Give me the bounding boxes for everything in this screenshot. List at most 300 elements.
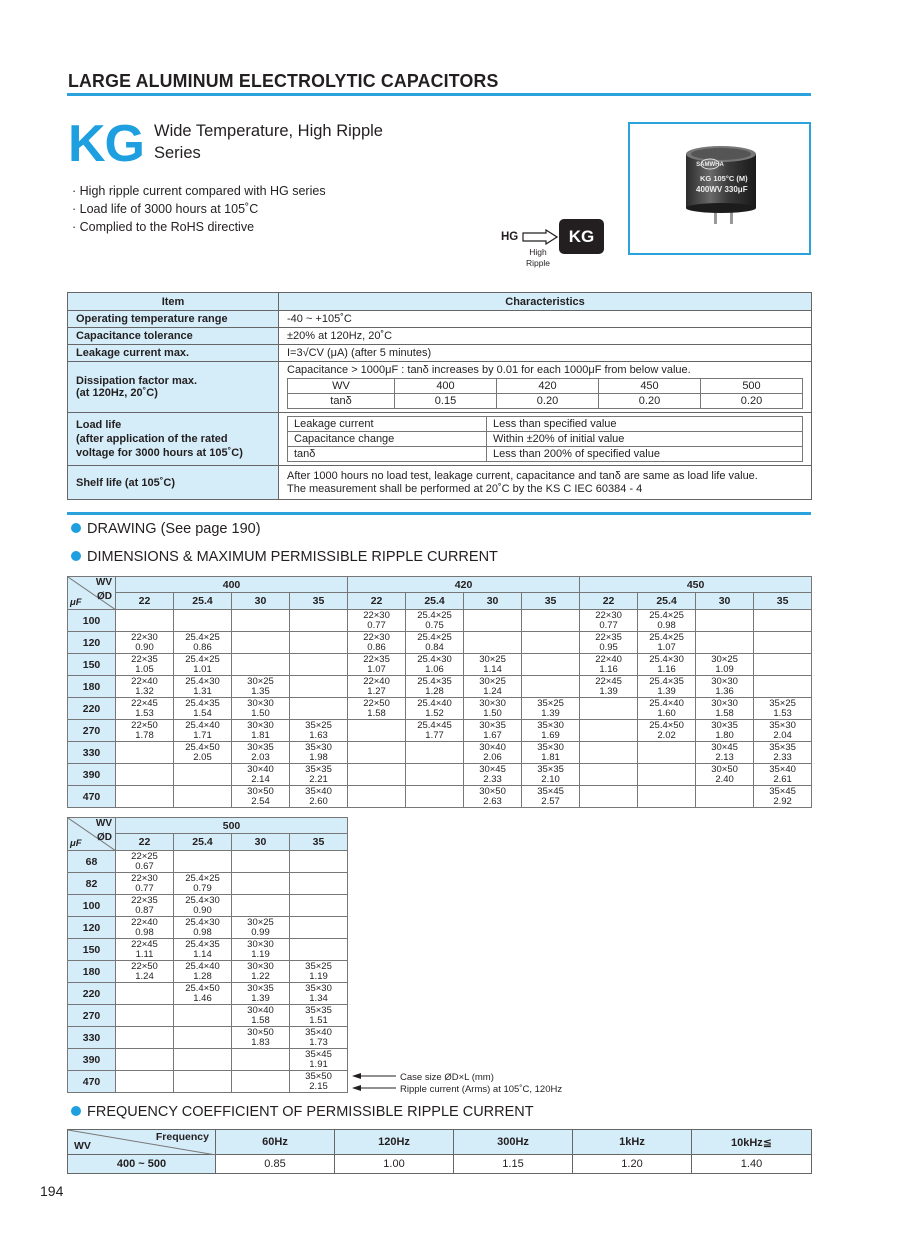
- dissipation-table: [287, 378, 803, 409]
- ripple-current: 1.24: [483, 685, 502, 697]
- dimension-cell: [116, 742, 174, 764]
- dimension-cell: [174, 698, 232, 720]
- wv-axis-label: WV: [95, 818, 112, 829]
- hg-label: HG: [501, 231, 519, 243]
- capacitance-cell: 220: [68, 698, 116, 720]
- dimension-cell: [174, 632, 232, 654]
- dimension-cell: [638, 698, 696, 720]
- ripple-current: 1.11: [135, 948, 154, 960]
- case-size: 25.4×25: [185, 632, 220, 643]
- ripple-current: 1.36: [715, 685, 734, 697]
- row-label: Leakage current max.: [68, 345, 279, 362]
- brand-text: SAMWHA: [696, 162, 724, 168]
- frequency-header: 300Hz: [454, 1130, 573, 1155]
- dimension-cell: [116, 917, 174, 939]
- case-size: 25.4×30: [185, 895, 220, 906]
- row-label: [68, 362, 279, 413]
- capacitance-cell: 100: [68, 895, 116, 917]
- diameter-header: 35: [754, 593, 812, 610]
- case-size: 35×25: [305, 720, 332, 731]
- case-size: 35×35: [305, 764, 332, 775]
- dimension-cell: [174, 1005, 232, 1027]
- dimension-cell: [116, 1027, 174, 1049]
- ripple-current: 2.13: [715, 751, 734, 763]
- case-size: 22×40: [363, 676, 390, 687]
- dimension-cell: [116, 764, 174, 786]
- frequency-header: 1kHz: [573, 1130, 692, 1155]
- dimension-cell: [116, 851, 174, 873]
- ripple-current: 1.81: [251, 729, 270, 741]
- capacitance-cell: 330: [68, 742, 116, 764]
- ripple-current: 1.19: [309, 970, 328, 982]
- case-size: 25.4×25: [417, 632, 452, 643]
- case-size: 25.4×35: [417, 676, 452, 687]
- ripple-current: 1.14: [483, 663, 502, 675]
- dimension-cell: [174, 1049, 232, 1071]
- ripple-current: 2.04: [773, 729, 792, 741]
- ripple-current: 0.95: [599, 641, 618, 653]
- table-row: [68, 873, 348, 895]
- table-row: [68, 742, 812, 764]
- dimension-cell: [406, 764, 464, 786]
- col-header-item: Item: [68, 293, 279, 311]
- coefficient-value: 1.20: [573, 1155, 692, 1174]
- caption-line2: Ripple: [525, 257, 551, 268]
- dimension-cell: [174, 895, 232, 917]
- dimension-cell: [290, 983, 348, 1005]
- ripple-current: 1.28: [425, 685, 444, 697]
- coefficient-value: 1.00: [335, 1155, 454, 1174]
- dimension-cell: [290, 786, 348, 808]
- series-code: KG: [68, 115, 144, 173]
- voltage-header: 500: [116, 818, 348, 834]
- case-size: 30×30: [479, 698, 506, 709]
- case-size: 25.4×45: [417, 720, 452, 731]
- capacitance-cell: 470: [68, 786, 116, 808]
- ripple-current: 0.98: [657, 619, 676, 631]
- dimension-cell: [116, 632, 174, 654]
- dimension-cell: [232, 895, 290, 917]
- section-drawing: [71, 521, 261, 537]
- dimension-cell: [116, 610, 174, 632]
- dimension-cell: [522, 764, 580, 786]
- case-size: 30×25: [479, 654, 506, 665]
- dimension-cell: [116, 873, 174, 895]
- dimension-cell: [116, 654, 174, 676]
- table-row: [68, 413, 812, 466]
- case-size: 25.4×25: [649, 610, 684, 621]
- case-size: 25.4×30: [185, 676, 220, 687]
- row-value: I=3√CV (μA) (after 5 minutes): [279, 345, 812, 362]
- row-value: [279, 466, 812, 500]
- bullet-icon: [71, 551, 81, 561]
- ripple-current: 1.58: [715, 707, 734, 719]
- case-size: 22×45: [595, 676, 622, 687]
- legend-arrows: [352, 1071, 398, 1093]
- dimension-cell: [116, 983, 174, 1005]
- case-size: 35×45: [769, 786, 796, 797]
- case-size: 25.4×40: [417, 698, 452, 709]
- ripple-current: 2.14: [251, 773, 270, 785]
- ripple-current: 1.05: [135, 663, 154, 675]
- case-size: 30×30: [247, 720, 274, 731]
- dimension-cell: [116, 961, 174, 983]
- tan-value: 0.20: [701, 394, 803, 409]
- dimension-cell: [464, 610, 522, 632]
- dimension-cell: [638, 654, 696, 676]
- case-size: 25.4×30: [417, 654, 452, 665]
- dimension-cell: [464, 786, 522, 808]
- table-row: [68, 939, 348, 961]
- dimension-cell: [522, 786, 580, 808]
- ripple-current: 0.90: [135, 641, 154, 653]
- dimension-cell: [464, 632, 522, 654]
- case-size: 35×50: [305, 1071, 332, 1082]
- dimension-cell: [290, 720, 348, 742]
- dimension-cell: [406, 632, 464, 654]
- section-heading-text: FREQUENCY COEFFICIENT OF PERMISSIBLE RIPPLE CURRENT: [87, 1104, 534, 1120]
- dimension-table-400-450: [67, 576, 812, 808]
- feature-item: · Complied to the RoHS directive: [72, 220, 255, 234]
- case-size: 30×25: [247, 676, 274, 687]
- ripple-current: 1.24: [135, 970, 154, 982]
- row-value: -40 ~ +105˚C: [279, 311, 812, 328]
- dimension-cell: [232, 654, 290, 676]
- case-size: 22×40: [131, 676, 158, 687]
- dimension-cell: [232, 742, 290, 764]
- capacitor-image: [630, 124, 809, 253]
- tan-value: 0.20: [497, 394, 599, 409]
- case-size: 22×40: [595, 654, 622, 665]
- diameter-header: 25.4: [406, 593, 464, 610]
- ripple-current: 1.58: [251, 1014, 270, 1026]
- series-name-line1: Wide Temperature, High Ripple: [154, 122, 383, 140]
- dimension-cell: [754, 764, 812, 786]
- arrow-caption: [520, 247, 556, 268]
- ripple-current: 0.79: [193, 882, 212, 894]
- dimension-cell: [522, 654, 580, 676]
- capacitance-cell: 150: [68, 939, 116, 961]
- dimension-cell: [232, 632, 290, 654]
- table-row: [68, 632, 812, 654]
- voltage-header: 450: [580, 577, 812, 593]
- series-name: [154, 120, 383, 164]
- case-size: 22×25: [131, 851, 158, 862]
- dimension-cell: [638, 610, 696, 632]
- voltage-header: 400: [116, 577, 348, 593]
- dimension-cell: [638, 676, 696, 698]
- dimension-cell: [232, 698, 290, 720]
- case-size: 22×45: [131, 939, 158, 950]
- dimension-cell: [406, 698, 464, 720]
- case-size: 22×35: [131, 895, 158, 906]
- dimension-cell: [464, 764, 522, 786]
- caption-line1: High: [529, 247, 547, 257]
- dimension-cell: [696, 720, 754, 742]
- dimension-cell: [464, 698, 522, 720]
- case-size: 30×25: [247, 917, 274, 928]
- table-row: [68, 1155, 812, 1174]
- coefficient-value: 1.40: [692, 1155, 812, 1174]
- wv-value: 500: [701, 379, 803, 394]
- dimension-cell: [174, 610, 232, 632]
- case-size: 25.4×25: [185, 873, 220, 884]
- dimension-cell: [696, 654, 754, 676]
- case-size: 22×30: [363, 610, 390, 621]
- wv-label: WV: [288, 379, 395, 394]
- table-row: [68, 764, 812, 786]
- case-size: 22×50: [131, 720, 158, 731]
- ripple-current: 2.10: [541, 773, 560, 785]
- dimension-cell: [464, 654, 522, 676]
- series-name-line2: Series: [154, 144, 201, 162]
- ripple-current: 2.63: [483, 795, 502, 807]
- ripple-current: 1.58: [367, 707, 386, 719]
- dimension-cell: [638, 742, 696, 764]
- case-size: 22×40: [131, 917, 158, 928]
- ripple-current: 1.78: [135, 729, 154, 741]
- ripple-current: 0.75: [425, 619, 444, 631]
- dimension-cell: [464, 676, 522, 698]
- dimension-cell: [638, 632, 696, 654]
- case-size: 30×40: [479, 742, 506, 753]
- dimension-cell: [290, 1071, 348, 1093]
- dimension-cell: [232, 1049, 290, 1071]
- dimension-cell: [522, 632, 580, 654]
- case-size: 25.4×50: [185, 983, 220, 994]
- dimension-cell: [348, 632, 406, 654]
- dimension-cell: [290, 873, 348, 895]
- tan-value: 0.15: [395, 394, 497, 409]
- ripple-current: 2.54: [251, 795, 270, 807]
- case-size: 30×50: [247, 786, 274, 797]
- ripple-current: 0.98: [193, 926, 212, 938]
- dimension-cell: [232, 917, 290, 939]
- dimension-cell: [696, 698, 754, 720]
- dimension-cell: [580, 654, 638, 676]
- dissipation-note: Capacitance > 1000μF : tanδ increases by 0.01 for each 1000μF from below value.: [287, 364, 691, 376]
- dimension-cell: [406, 720, 464, 742]
- dimension-cell: [116, 1049, 174, 1071]
- dimension-cell: [116, 1005, 174, 1027]
- table-row: [68, 466, 812, 500]
- ripple-current: 1.07: [657, 641, 676, 653]
- wv-axis-label: WV: [95, 577, 112, 588]
- ripple-current: 1.16: [599, 663, 618, 675]
- dimension-cell: [174, 873, 232, 895]
- ripple-current: 1.67: [483, 729, 502, 741]
- table-row: [68, 1071, 348, 1093]
- legend-case-size: Case size ØD×L (mm): [400, 1072, 494, 1083]
- dimension-cell: [174, 654, 232, 676]
- ripple-current: 1.39: [541, 707, 560, 719]
- dimension-cell: [116, 786, 174, 808]
- table-row: [68, 786, 812, 808]
- wv-value: 400: [395, 379, 497, 394]
- page-title: LARGE ALUMINUM ELECTROLYTIC CAPACITORS: [68, 70, 499, 91]
- capacitance-cell: 120: [68, 632, 116, 654]
- ripple-current: 1.39: [657, 685, 676, 697]
- wv-axis-label: WV: [74, 1140, 91, 1152]
- capacitance-cell: 220: [68, 983, 116, 1005]
- load-life-label: tanδ: [288, 447, 487, 462]
- diameter-header: 30: [696, 593, 754, 610]
- case-size: 30×45: [479, 764, 506, 775]
- dimension-cell: [754, 786, 812, 808]
- case-size: 35×45: [305, 1049, 332, 1060]
- case-size: 22×45: [131, 698, 158, 709]
- dimension-cell: [522, 698, 580, 720]
- dimension-cell: [232, 720, 290, 742]
- capacitance-cell: 82: [68, 873, 116, 895]
- case-size: 30×35: [247, 742, 274, 753]
- ripple-current: 1.22: [251, 970, 270, 982]
- shelf-life-line: After 1000 hours no load test, leakage current, capacitance and tanδ are same as load life value.: [287, 469, 758, 482]
- dimension-cell: [348, 654, 406, 676]
- load-life-label: Capacitance change: [288, 432, 487, 447]
- ripple-current: 2.02: [657, 729, 676, 741]
- load-life-label: Leakage current: [288, 417, 487, 432]
- table-row: [68, 610, 812, 632]
- ripple-current: 2.33: [773, 751, 792, 763]
- dimension-cell: [638, 764, 696, 786]
- case-size: 30×30: [247, 961, 274, 972]
- ripple-current: 1.80: [715, 729, 734, 741]
- case-size: 25.4×50: [185, 742, 220, 753]
- diameter-header: 25.4: [638, 593, 696, 610]
- case-size: 25.4×40: [649, 698, 684, 709]
- dimension-cell: [348, 786, 406, 808]
- table-row: [68, 328, 812, 345]
- ripple-current: 1.53: [135, 707, 154, 719]
- capacitance-cell: 470: [68, 1071, 116, 1093]
- case-size: 25.4×35: [185, 939, 220, 950]
- ripple-current: 0.77: [599, 619, 618, 631]
- ripple-current: 2.05: [193, 751, 212, 763]
- diameter-header: 22: [116, 834, 174, 851]
- dimension-cell: [116, 698, 174, 720]
- dimension-cell: [290, 698, 348, 720]
- ripple-current: 1.50: [251, 707, 270, 719]
- ripple-current: 2.57: [541, 795, 560, 807]
- case-size: 30×30: [247, 698, 274, 709]
- dimension-cell: [464, 742, 522, 764]
- case-size: 30×30: [247, 939, 274, 950]
- ripple-current: 1.34: [309, 992, 328, 1004]
- ripple-current: 1.91: [309, 1058, 328, 1070]
- dimension-cell: [348, 764, 406, 786]
- dimension-cell: [290, 632, 348, 654]
- ripple-current: 2.03: [251, 751, 270, 763]
- ripple-current: 1.63: [309, 729, 328, 741]
- row-label: Shelf life (at 105˚C): [68, 466, 279, 500]
- dimension-cell: [232, 764, 290, 786]
- coefficient-value: 0.85: [216, 1155, 335, 1174]
- capacitance-cell: 330: [68, 1027, 116, 1049]
- ripple-current: 1.07: [367, 663, 386, 675]
- dimension-cell: [116, 720, 174, 742]
- dimension-cell: [174, 676, 232, 698]
- dimension-cell: [290, 895, 348, 917]
- ripple-current: 1.98: [309, 751, 328, 763]
- row-value: ±20% at 120Hz, 20˚C: [279, 328, 812, 345]
- table-row: [68, 345, 812, 362]
- frequency-header: 60Hz: [216, 1130, 335, 1155]
- dimension-cell: [754, 698, 812, 720]
- dimension-cell: [348, 720, 406, 742]
- load-life-table: [287, 416, 803, 462]
- dimension-cell: [696, 742, 754, 764]
- ripple-current: 1.06: [425, 663, 444, 675]
- ripple-current: 0.86: [367, 641, 386, 653]
- diameter-header: 22: [348, 593, 406, 610]
- dimension-cell: [290, 1005, 348, 1027]
- section-dimensions: [71, 549, 498, 565]
- case-size: 30×50: [479, 786, 506, 797]
- dimension-cell: [464, 720, 522, 742]
- ripple-current: 1.09: [715, 663, 734, 675]
- ripple-current: 0.86: [193, 641, 212, 653]
- case-size: 22×35: [131, 654, 158, 665]
- page-number: 194: [40, 1183, 64, 1199]
- ripple-current: 2.06: [483, 751, 502, 763]
- marking-line2: 400WV 330μF: [696, 185, 748, 194]
- dimension-cell: [290, 961, 348, 983]
- bullet-icon: [71, 523, 81, 533]
- case-size: 25.4×30: [185, 917, 220, 928]
- dimension-cell: [406, 676, 464, 698]
- case-size: 35×30: [305, 742, 332, 753]
- case-size: 30×50: [247, 1027, 274, 1038]
- ripple-current: 1.16: [657, 663, 676, 675]
- dimension-cell: [116, 895, 174, 917]
- diameter-header: 35: [290, 834, 348, 851]
- dimension-cell: [580, 742, 638, 764]
- table-row: [68, 311, 812, 328]
- dimension-cell: [348, 676, 406, 698]
- dimension-cell: [580, 720, 638, 742]
- col-header-characteristics: Characteristics: [279, 293, 812, 311]
- case-size: 35×25: [305, 961, 332, 972]
- dimension-cell: [522, 676, 580, 698]
- ripple-current: 0.90: [193, 904, 212, 916]
- uf-axis-label: μF: [70, 597, 82, 608]
- ripple-current: 1.31: [193, 685, 212, 697]
- ripple-current: 1.28: [193, 970, 212, 982]
- dimension-cell: [290, 676, 348, 698]
- dimension-cell: [232, 610, 290, 632]
- row-label-line: voltage for 3000 hours at 105˚C): [76, 447, 243, 459]
- case-size: 30×35: [711, 720, 738, 731]
- table-row: [68, 895, 348, 917]
- shelf-life-line: The measurement shall be performed at 20˚C by the KS C IEC 60384 - 4: [287, 482, 643, 495]
- frequency-table: [67, 1129, 812, 1174]
- feature-item: · High ripple current compared with HG series: [72, 184, 326, 198]
- dimension-cell: [290, 764, 348, 786]
- table-row: [68, 698, 812, 720]
- ripple-current: 1.01: [193, 663, 212, 675]
- dimension-cell: [290, 851, 348, 873]
- ripple-current: 1.69: [541, 729, 560, 741]
- case-size: 35×35: [769, 742, 796, 753]
- row-label: Capacitance tolerance: [68, 328, 279, 345]
- row-label-line: Load life: [76, 419, 122, 431]
- diameter-header: 22: [580, 593, 638, 610]
- wv-value: 450: [599, 379, 701, 394]
- table-row: [68, 676, 812, 698]
- dimension-cell: [580, 610, 638, 632]
- capacitance-cell: 100: [68, 610, 116, 632]
